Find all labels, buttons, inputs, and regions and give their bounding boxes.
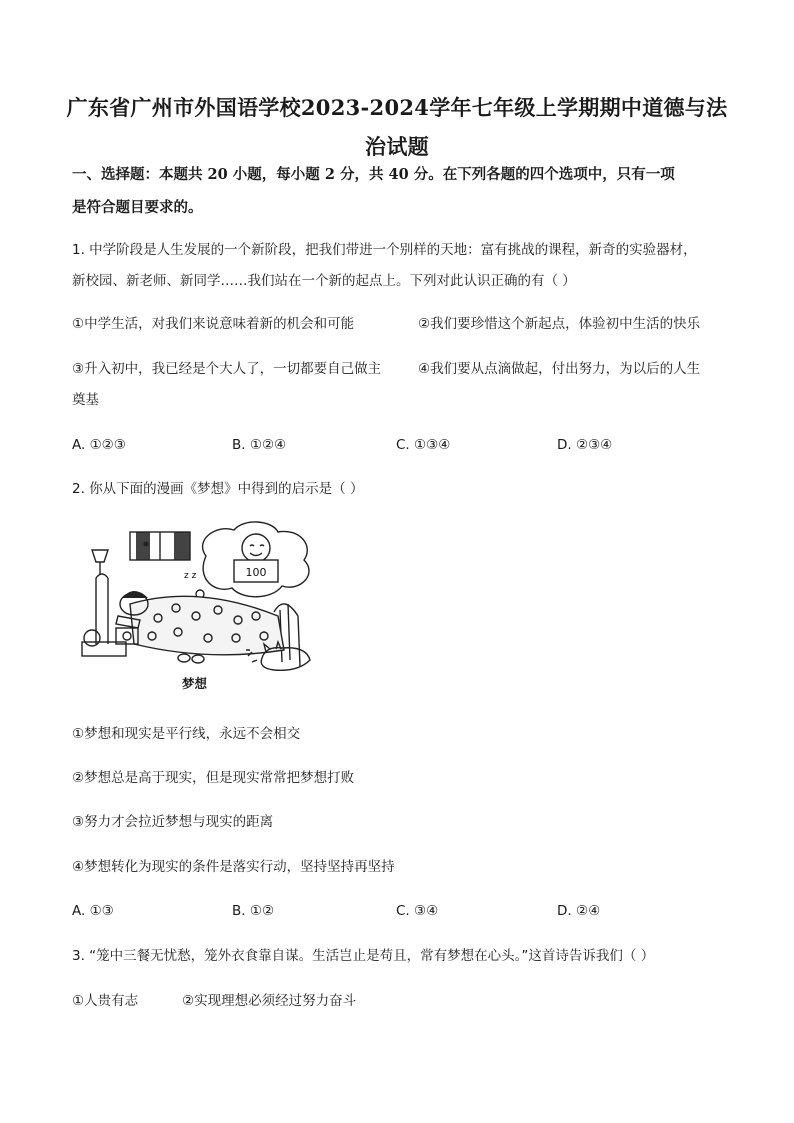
q2-statement-2: ②梦想总是高于现实，但是现实常常把梦想打败 [72,770,355,786]
q3-stem: 3. “笼中三餐无忧愁，笼外衣食靠自谋。生活岂止是苟且，常有梦想在心头。”这首诗告诉我们（ ） [72,948,655,964]
blanket [130,596,284,654]
section-heading [72,158,732,224]
slippers-icon [178,654,190,662]
svg-text:z z: z z [184,571,197,581]
q1-statement-2: ②我们要珍惜这个新起点，体验初中生活的快乐 [418,316,701,332]
q3-statement-1: ①人贵有志 [72,993,139,1009]
q1-statement-4: ④我们要从点滴做起，付出努力，为以后的人生 [418,361,701,377]
exam-title-line-2: 治试题 [365,134,429,159]
q1-option-a[interactable]: A. ①②③ [72,437,126,453]
q1-option-b[interactable]: B. ①②④ [232,437,287,453]
q2-statement-4: ④梦想转化为现实的条件是落实行动，坚持坚持再坚持 [72,859,395,875]
q2-stem: 2. 你从下面的漫画《梦想》中得到的启示是（ ） [72,481,364,497]
q1-statement-4-cont: 奠基 [72,392,99,408]
q2-option-d[interactable]: D. ②④ [557,903,601,919]
q1-statement-3: ③升入初中，我已经是个大人了，一切都要自己做主 [72,361,382,377]
q1-option-c[interactable]: C. ①③④ [396,437,451,453]
q2-statement-1: ①梦想和现实是平行线，永远不会相交 [72,726,301,742]
q1-stem-line-1: 1. 中学阶段是人生发展的一个新阶段，把我们带进一个别样的天地：富有挑战的课程，新奇的实验器材， [72,242,697,258]
exam-title-line-1: 广东省广州市外国语学校2023-2024学年七年级上学期期中道德与法 [66,95,728,120]
q1-stem-line-2: 新校园、新老师、新同学……我们站在一个新的起点上。下列对此认识正确的有（ ） [72,273,576,289]
q3-statement-2: ②实现理想必须经过努力奋斗 [182,993,357,1009]
q2-option-a[interactable]: A. ①③ [72,903,114,919]
q2-statement-3: ③努力才会拉近梦想与现实的距离 [72,814,274,830]
score-text: 100 [245,566,267,579]
cartoon-caption: 梦想 [182,676,208,691]
q2-option-b[interactable]: B. ①② [232,903,275,919]
q2-option-c[interactable]: C. ③④ [396,903,439,919]
section-heading-line-2: 是符合题目要求的。 [72,199,203,216]
q1-option-d[interactable]: D. ②③④ [557,437,613,453]
q1-statement-1: ①中学生活，对我们来说意味着新的机会和可能 [72,316,355,332]
dream-cartoon-image [78,520,328,680]
section-heading-line-1: 一、选择题：本题共 20 小题，每小题 2 分，共 40 分。在下列各题的四个选项中，只有一项 [72,166,675,183]
dream-face-icon [242,534,270,562]
lamp-icon [92,550,108,562]
